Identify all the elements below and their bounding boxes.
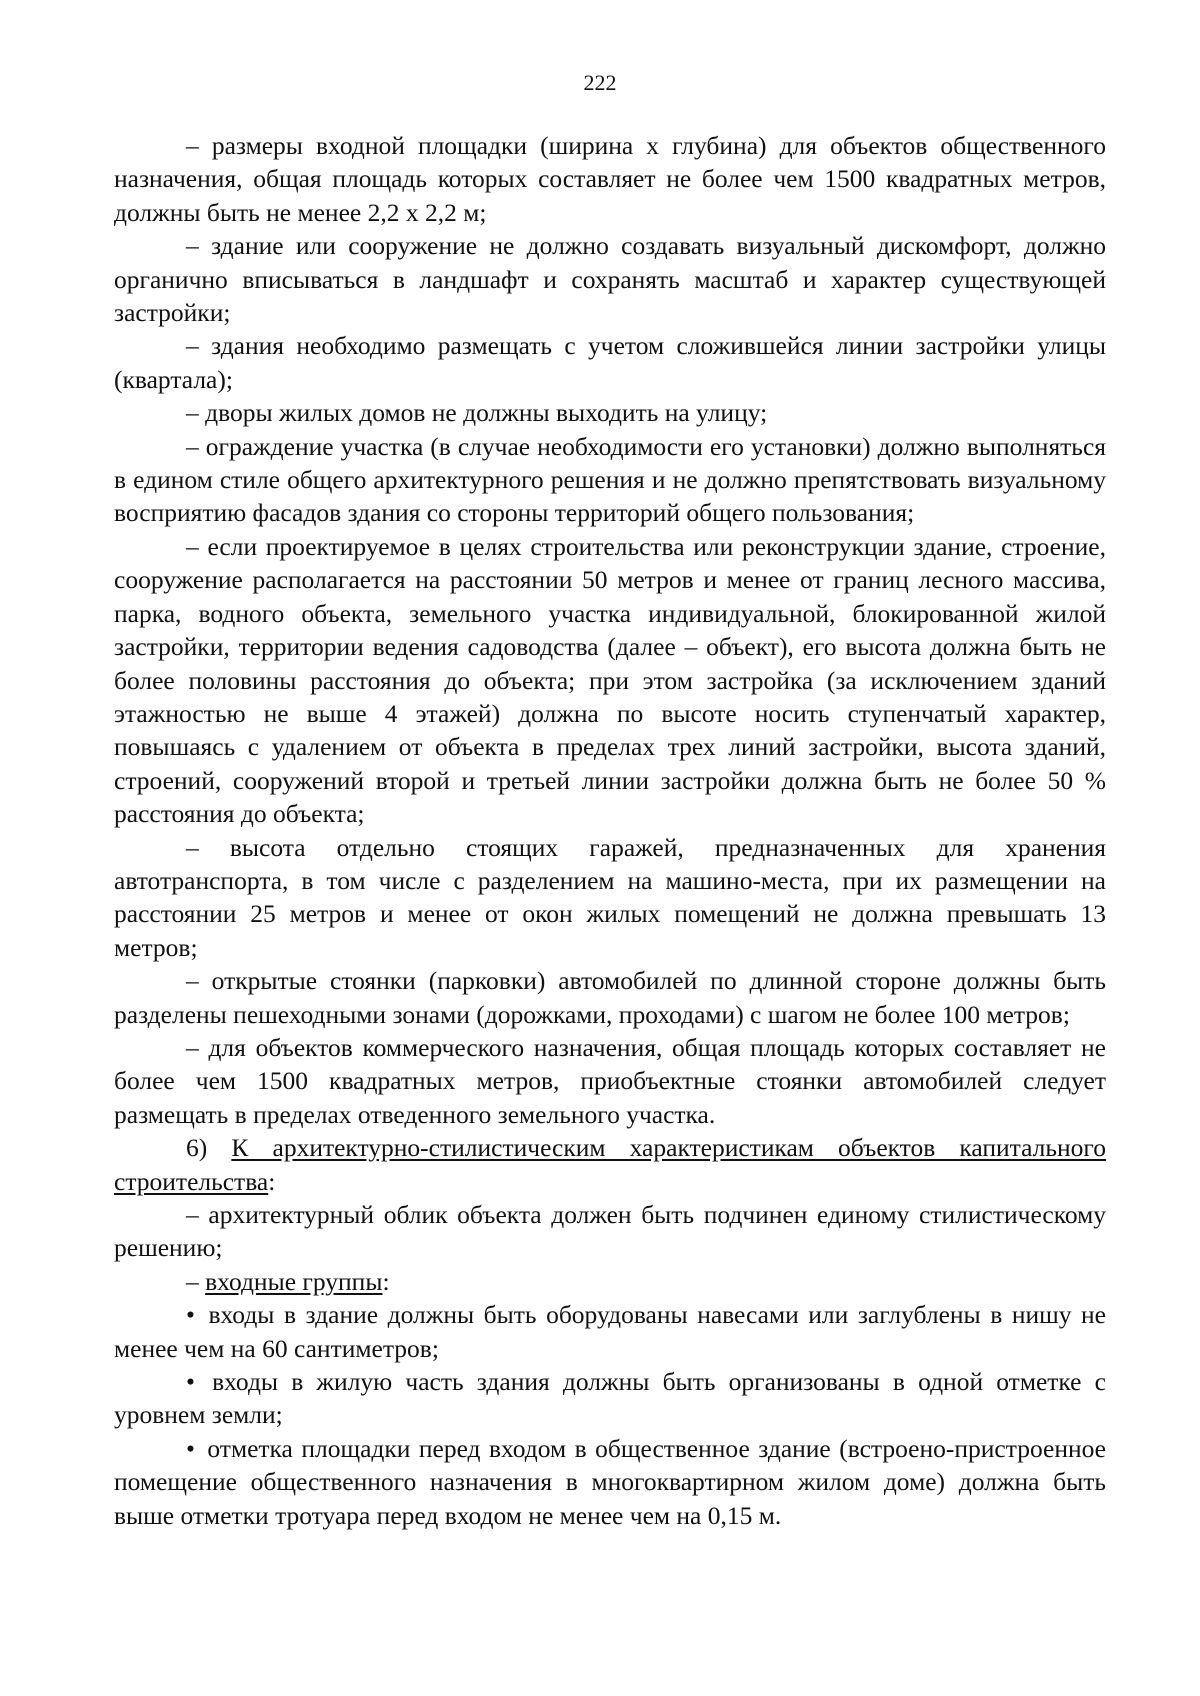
paragraph: – для объектов коммерческого назначения, общая площадь которых составляет не более чем 1500 квадратных метров, приобъектные стоянки автомобилей следует размещать в пределах отведенного земельного участка. bbox=[114, 1032, 1106, 1129]
entry-groups-heading bbox=[114, 1265, 1106, 1298]
section-number: 6) bbox=[186, 1133, 208, 1163]
paragraph: – здание или сооружение не должно создавать визуальный дискомфорт, должно органично вписываться в ландшафт и сохранять масштаб и характер существующей застройки; bbox=[114, 231, 1106, 328]
paragraph: – открытые стоянки (парковки) автомобилей по длинной стороне должны быть разделены пешеходными зонами (дорожками, проходами) с шагом не более 100 метров; bbox=[114, 966, 1106, 1029]
bullet-text: отметка площадки перед входом в общественное здание (встроено-пристроенное помещение общественного назначения в многоквартирном жилом доме) должна быть выше отметки тротуара перед входом не менее чем на 0,15 м. bbox=[114, 1433, 1106, 1530]
bullet-icon: • bbox=[186, 1433, 195, 1463]
bullet-item bbox=[114, 1432, 1106, 1532]
bullet-item bbox=[114, 1365, 1106, 1432]
entry-groups-label: входные группы bbox=[205, 1266, 383, 1296]
paragraph: – ограждение участка (в случае необходимости его установки) должно выполняться в едином стиле общего архитектурного решения и не должно препятствовать визуальному восприятию фасадов здания со стороны территорий общего пользования; bbox=[114, 431, 1106, 528]
entry-groups-colon: : bbox=[382, 1266, 390, 1296]
dash: – bbox=[186, 1266, 199, 1296]
paragraph: – размеры входной площадки (ширина х глубина) для объектов общественного назначения, общая площадь которых составляет не более чем 1500 квадратных метров, должны быть не менее 2,2 х 2,2 м; bbox=[114, 131, 1106, 227]
bullet-item bbox=[114, 1298, 1106, 1365]
bullet-text: входы в жилую часть здания должны быть организованы в одной отметке с уровнем земли; bbox=[114, 1367, 1106, 1430]
document-body bbox=[114, 129, 1106, 1532]
bullet-text: входы в здание должны быть оборудованы навесами или заглублены в нишу не менее чем на 60 сантиметров; bbox=[114, 1300, 1106, 1363]
bullet-icon: • bbox=[186, 1367, 195, 1397]
paragraph: – дворы жилых домов не должны выходить на улицу; bbox=[186, 398, 768, 428]
section-heading bbox=[114, 1131, 1106, 1198]
paragraph: – если проектируемое в целях строительства или реконструкции здание, строение, сооружение располагается на расстоянии 50 метров и менее от границ лесного массива, парка, водного объекта, земельного участка индивидуальной, блокированной жилой застройки, территории ведения садоводства (далее – объект), его высота должна быть не более половины расстояния до объекта; при этом застройка (за исключением зданий этажностью не выше 4 этажей) должна по высоте носить ступенчатый характер, повышаясь с удалением от объекта в пределах трех линий застройки, высота зданий, строений, сооружений второй и третьей линии застройки должна быть не более 50 % расстояния до объекта; bbox=[114, 531, 1106, 829]
paragraph: – архитектурный облик объекта должен быть подчинен единому стилистическому решению; bbox=[114, 1200, 1106, 1263]
page-number: 222 bbox=[583, 70, 617, 95]
paragraph: – здания необходимо размещать с учетом сложившейся линии застройки улицы (квартала); bbox=[114, 331, 1106, 394]
bullet-icon: • bbox=[186, 1300, 195, 1330]
section-colon: : bbox=[268, 1166, 276, 1196]
paragraph: – высота отдельно стоящих гаражей, предназначенных для хранения автотранспорта, в том числе с разделением на машино-места, при их размещении на расстоянии 25 метров и менее от окон жилых помещений не должна превышать 13 метров; bbox=[114, 832, 1106, 962]
section-title: К архитектурно-стилистическим характеристикам объектов капитального строительства bbox=[114, 1133, 1106, 1196]
